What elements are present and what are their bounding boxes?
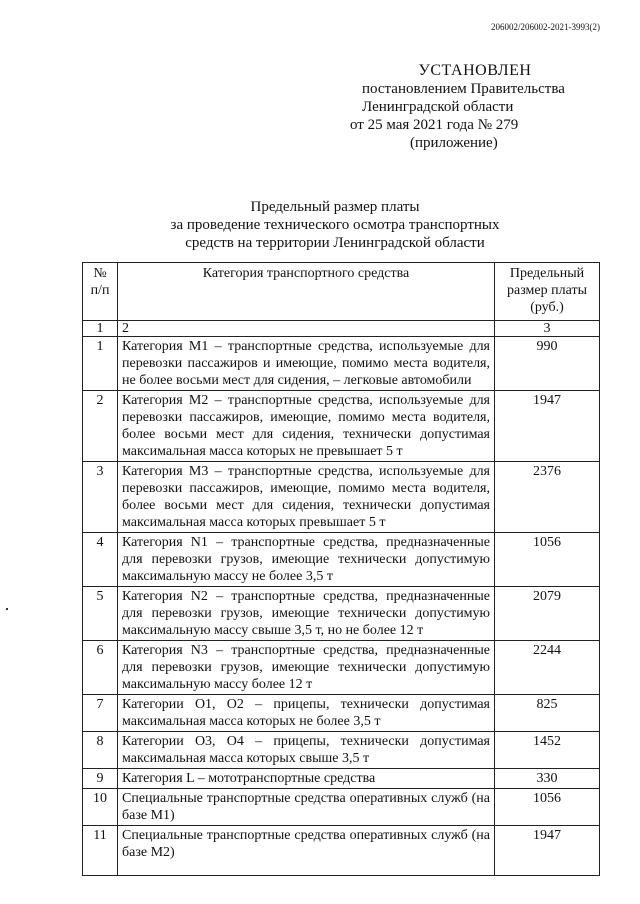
row-category: Категория L – мототранспортные средства xyxy=(118,769,495,789)
row-category: Специальные транспортные средства оперативных служб (на базе М1) xyxy=(118,789,495,826)
table-row xyxy=(83,695,600,732)
row-fee: 2079 xyxy=(495,587,600,641)
table-row xyxy=(83,391,600,462)
row-number: 10 xyxy=(83,789,118,826)
approval-heading: УСТАНОВЛЕН xyxy=(418,62,532,79)
row-number: 7 xyxy=(83,695,118,732)
row-fee: 2244 xyxy=(495,641,600,695)
row-fee: 1947 xyxy=(495,391,600,462)
row-number: 11 xyxy=(83,826,118,876)
row-fee: 990 xyxy=(495,337,600,391)
scan-speck xyxy=(6,608,8,610)
table-row xyxy=(83,587,600,641)
title-line-2: за проведение технического осмотра транспортных xyxy=(170,217,500,233)
row-fee: 1452 xyxy=(495,732,600,769)
row-category: Категории О3, О4 – прицепы, технически допустимая максимальная масса которых свыше 3,5 т xyxy=(118,732,495,769)
row-number: 8 xyxy=(83,732,118,769)
table-row xyxy=(83,533,600,587)
row-category: Категория М2 – транспортные средства, используемые для перевозки пассажиров, имеющие, помимо места водителя, более восьми мест для сидения, технически допустимая максимальная масса которых не превышает 5 т xyxy=(118,391,495,462)
row-number: 9 xyxy=(83,769,118,789)
row-number: 2 xyxy=(83,391,118,462)
table-row xyxy=(83,462,600,533)
approval-line-1: постановлением Правительства xyxy=(362,81,565,97)
row-category: Категории О1, О2 – прицепы, технически допустимая максимальная масса которых не более 3,5 т xyxy=(118,695,495,732)
row-number: 3 xyxy=(83,462,118,533)
row-fee: 1056 xyxy=(495,789,600,826)
header-fee: Предельный размер платы (руб.) xyxy=(495,263,600,321)
approval-line-4: (приложение) xyxy=(410,135,498,151)
column-number: 3 xyxy=(495,321,600,337)
approval-line-3: от 25 мая 2021 года № 279 xyxy=(350,117,519,133)
row-category: Категория М1 – транспортные средства, используемые для перевозки пассажиров и имеющие, помимо места водителя, не более восьми мест для сидения, – легковые автомобили xyxy=(118,337,495,391)
row-number: 5 xyxy=(83,587,118,641)
row-fee: 1056 xyxy=(495,533,600,587)
row-fee: 330 xyxy=(495,769,600,789)
document-title xyxy=(0,198,640,252)
row-number: 6 xyxy=(83,641,118,695)
fee-table xyxy=(82,262,600,876)
table-row xyxy=(83,337,600,391)
row-fee: 2376 xyxy=(495,462,600,533)
header-number: № п/п xyxy=(83,263,118,321)
row-category: Специальные транспортные средства оперативных служб (на базе М2) xyxy=(118,826,495,876)
approval-block xyxy=(350,62,590,152)
row-number: 4 xyxy=(83,533,118,587)
row-fee: 1947 xyxy=(495,826,600,876)
row-category: Категория N3 – транспортные средства, предназначенные для перевозки грузов, имеющие технически допустимую максимальную массу более 12 т xyxy=(118,641,495,695)
header-category: Категория транспортного средства xyxy=(118,263,495,321)
row-category: Категория N2 – транспортные средства, предназначенные для перевозки грузов, имеющие технически допустимую максимальную массу свыше 3,5 т, но не более 12 т xyxy=(118,587,495,641)
table-row xyxy=(83,769,600,789)
table-row xyxy=(83,641,600,695)
table-row xyxy=(83,732,600,769)
approval-line-2: Ленинградской области xyxy=(362,99,514,115)
document-id: 206002/206002-2021-3993(2) xyxy=(491,22,600,32)
column-numbers-row xyxy=(83,321,600,337)
row-category: Категория М3 – транспортные средства, используемые для перевозки пассажиров, имеющие, помимо места водителя, более восьми мест для сидения, технически допустимая максимальная масса которых превышает 5 т xyxy=(118,462,495,533)
table-row xyxy=(83,789,600,826)
row-number: 1 xyxy=(83,337,118,391)
row-category: Категория N1 – транспортные средства, предназначенные для перевозки грузов, имеющие технически допустимую максимальную массу не более 3,5 т xyxy=(118,533,495,587)
column-number: 2 xyxy=(118,321,495,337)
title-line-3: средств на территории Ленинградской области xyxy=(185,235,485,251)
row-fee: 825 xyxy=(495,695,600,732)
table-header-row xyxy=(83,263,600,321)
table-row xyxy=(83,826,600,876)
column-number: 1 xyxy=(83,321,118,337)
title-line-1: Предельный размер платы xyxy=(250,199,420,215)
